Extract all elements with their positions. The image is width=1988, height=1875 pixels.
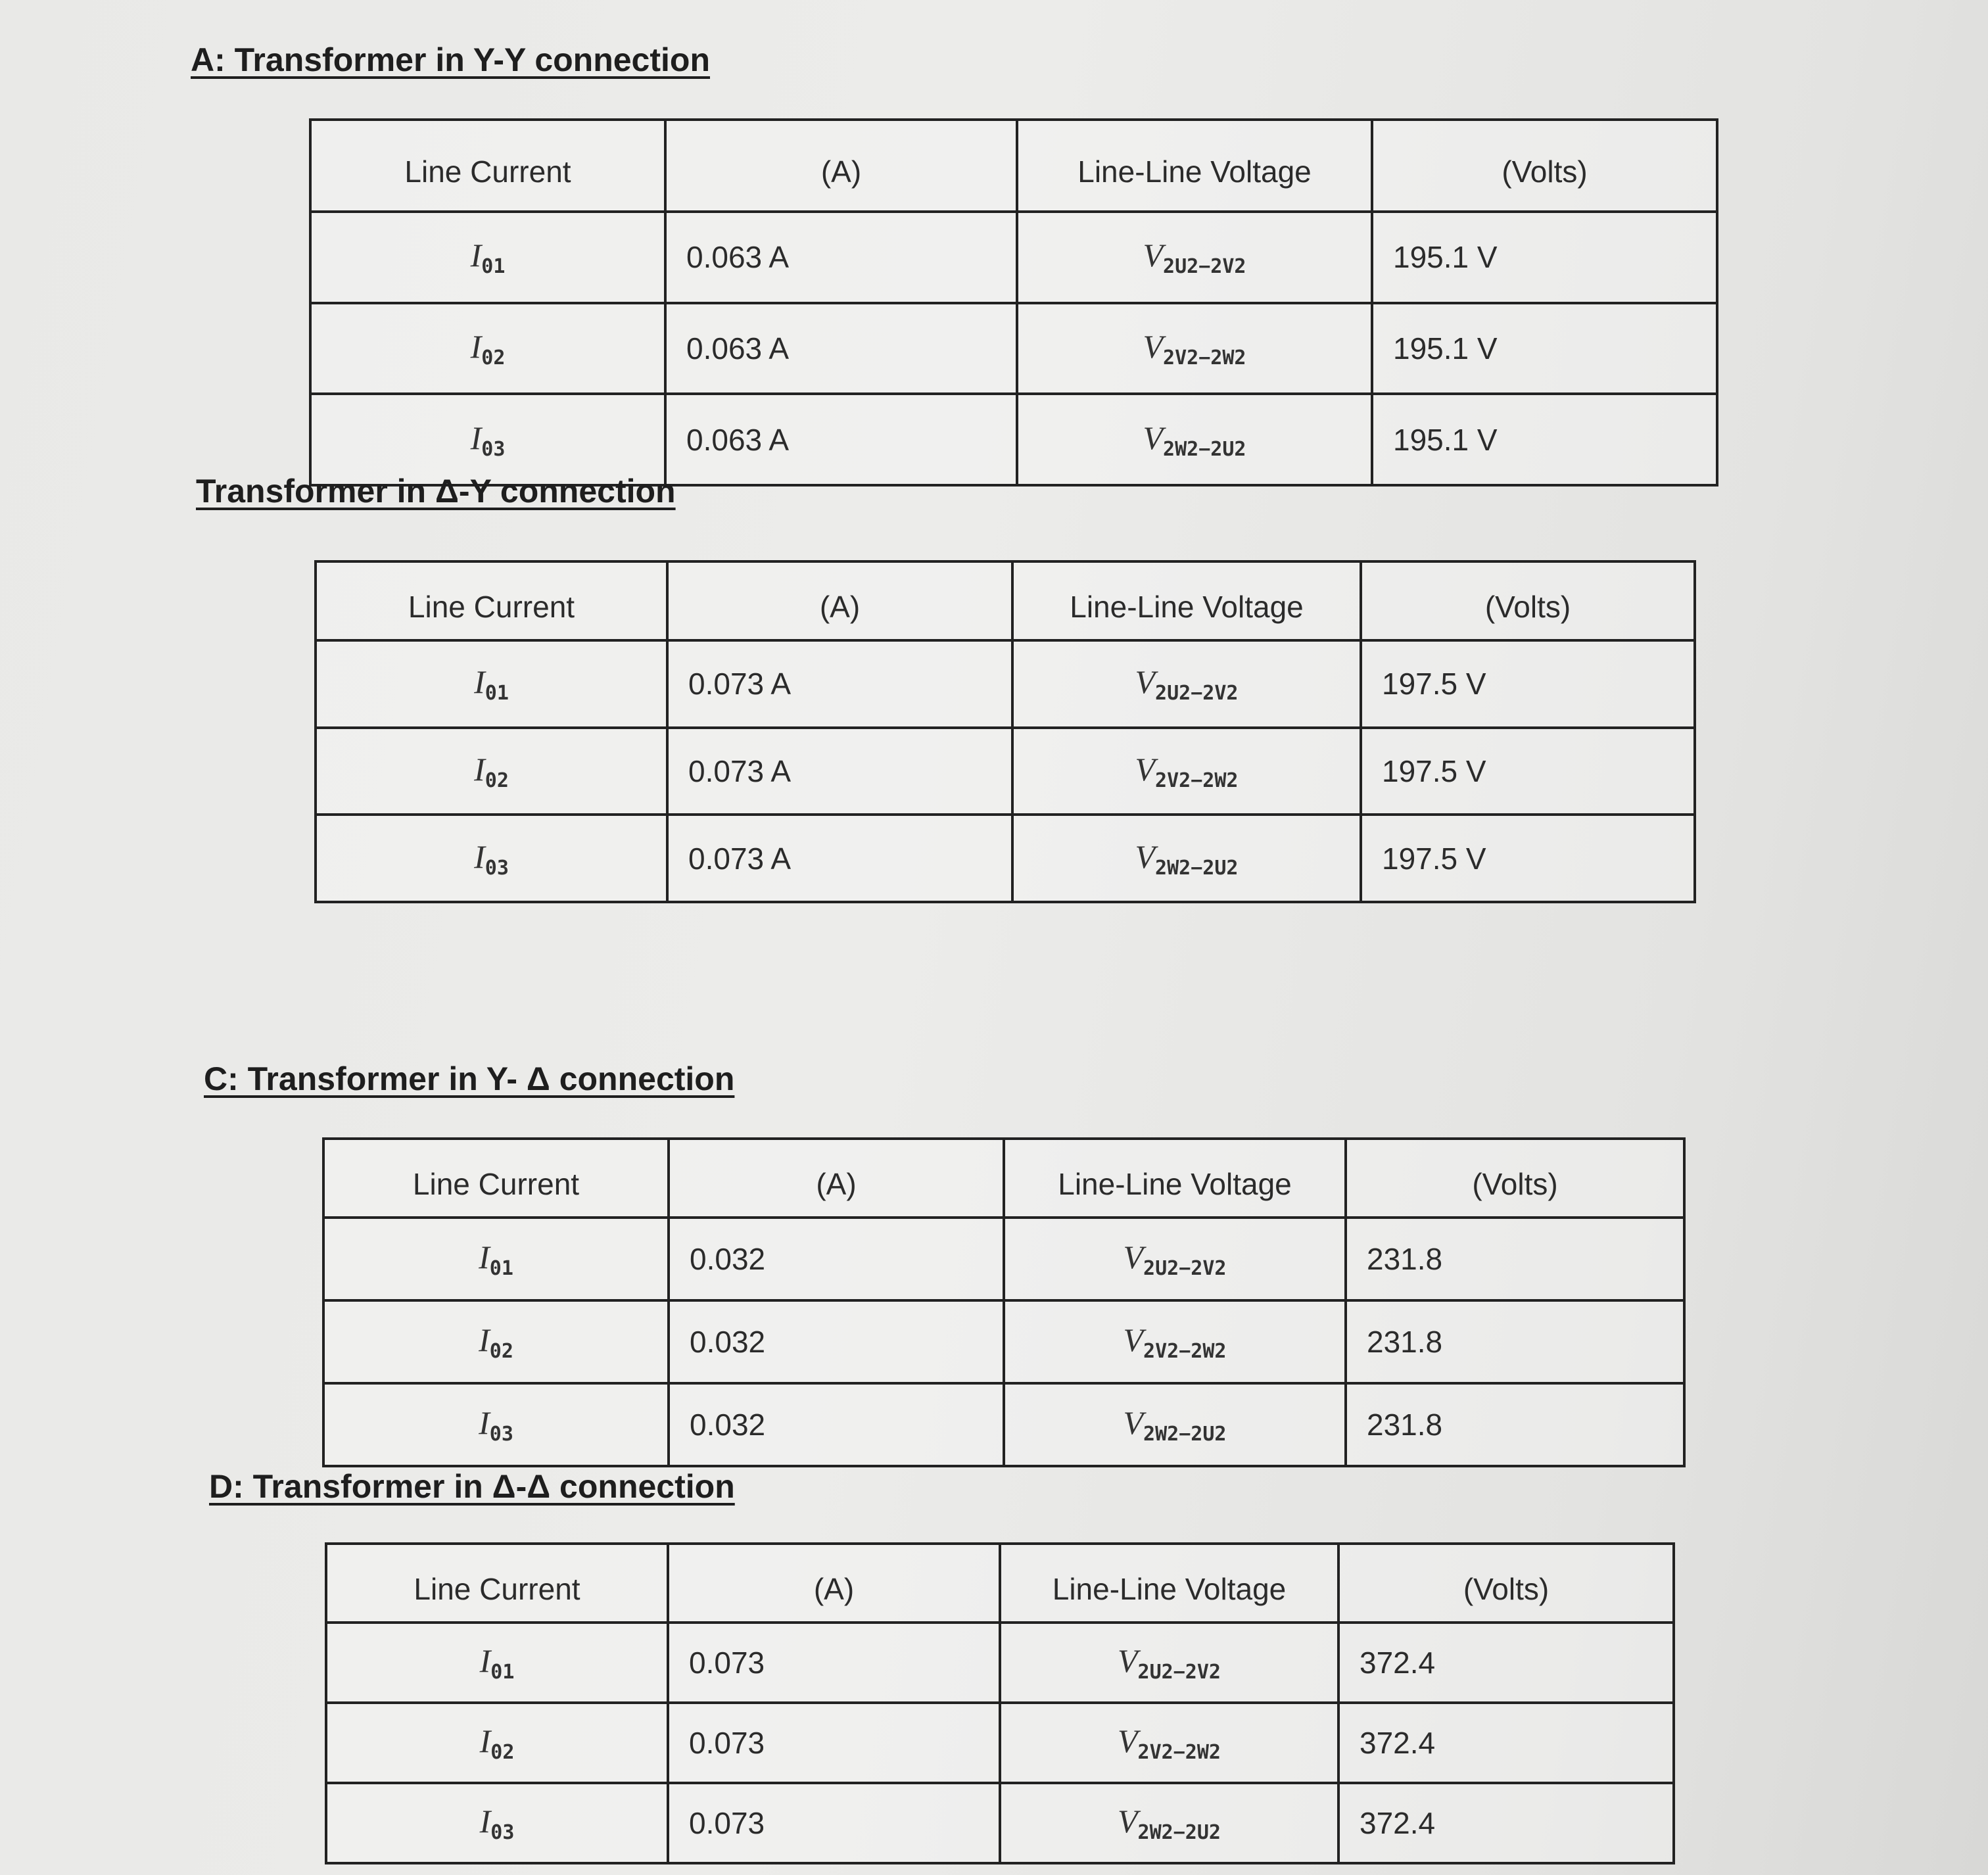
current-symbol: $I_{02}$	[479, 1722, 515, 1764]
voltage-symbol: $V_{2U2-2V2}$	[1118, 1642, 1221, 1684]
current-symbol: $I_{01}$	[479, 1642, 515, 1684]
voltage-symbol: $V_{2W2-2U2}$	[1123, 1404, 1227, 1446]
table-row	[316, 728, 1695, 815]
line-voltage-header: Line-Line Voltage	[1012, 561, 1361, 640]
table-header-row	[326, 1544, 1674, 1623]
table-header-row	[310, 120, 1717, 212]
current-symbol: $I_{03}$	[470, 419, 506, 461]
table-row	[323, 1218, 1684, 1300]
section-b-title: Transformer in Δ-Y connection	[196, 473, 676, 510]
voltage-value: 372.4	[1338, 1623, 1674, 1703]
current-value: 0.073	[668, 1783, 1000, 1863]
voltage-symbol: $V_{2U2-2V2}$	[1123, 1239, 1227, 1280]
section-a-title: A: Transformer in Y-Y connection	[191, 41, 710, 78]
voltage-value: 372.4	[1338, 1783, 1674, 1863]
voltage-value: 231.8	[1346, 1218, 1684, 1300]
voltage-value: 231.8	[1346, 1383, 1684, 1466]
voltage-symbol: $V_{2V2-2W2}$	[1118, 1722, 1221, 1764]
voltage-symbol: $V_{2V2-2W2}$	[1135, 750, 1239, 792]
line-current-header: Line Current	[316, 561, 667, 640]
current-value: 0.073	[668, 1623, 1000, 1703]
current-unit-header: (A)	[665, 120, 1017, 212]
current-value: 0.073 A	[667, 815, 1012, 902]
voltage-unit-header: (Volts)	[1346, 1139, 1684, 1218]
voltage-value: 231.8	[1346, 1300, 1684, 1383]
table-row	[323, 1383, 1684, 1466]
current-value: 0.032	[669, 1218, 1004, 1300]
current-symbol: $I_{03}$	[479, 1404, 513, 1446]
line-current-header: Line Current	[323, 1139, 669, 1218]
current-value: 0.073 A	[667, 640, 1012, 728]
voltage-unit-header: (Volts)	[1338, 1544, 1674, 1623]
current-value: 0.063 A	[665, 212, 1017, 303]
voltage-value: 197.5 V	[1361, 728, 1695, 815]
table-y-y	[309, 118, 1718, 487]
current-symbol: $I_{01}$	[479, 1239, 513, 1280]
voltage-symbol: $V_{2W2-2U2}$	[1118, 1803, 1221, 1844]
voltage-value: 195.1 V	[1372, 212, 1717, 303]
line-voltage-header: Line-Line Voltage	[1004, 1139, 1346, 1218]
current-unit-header: (A)	[668, 1544, 1000, 1623]
voltage-unit-header: (Volts)	[1372, 120, 1717, 212]
current-unit-header: (A)	[667, 561, 1012, 640]
voltage-unit-header: (Volts)	[1361, 561, 1695, 640]
current-symbol: $I_{01}$	[474, 663, 509, 705]
table-row	[316, 640, 1695, 728]
table-header-row	[316, 561, 1695, 640]
line-current-header: Line Current	[326, 1544, 668, 1623]
voltage-value: 372.4	[1338, 1703, 1674, 1783]
voltage-symbol: $V_{2V2-2W2}$	[1143, 327, 1246, 369]
current-symbol: $I_{02}$	[470, 327, 506, 369]
line-voltage-header: Line-Line Voltage	[1017, 120, 1372, 212]
current-value: 0.032	[669, 1300, 1004, 1383]
section-c-title: C: Transformer in Y- Δ connection	[204, 1060, 735, 1097]
current-value: 0.063 A	[665, 303, 1017, 394]
current-value: 0.073	[668, 1703, 1000, 1783]
table-row	[310, 212, 1717, 303]
current-symbol: $I_{02}$	[479, 1321, 513, 1363]
table-row	[326, 1623, 1674, 1703]
voltage-value: 197.5 V	[1361, 815, 1695, 902]
current-unit-header: (A)	[669, 1139, 1004, 1218]
voltage-symbol: $V_{2W2-2U2}$	[1143, 419, 1246, 461]
voltage-value: 197.5 V	[1361, 640, 1695, 728]
voltage-symbol: $V_{2W2-2U2}$	[1135, 838, 1239, 880]
table-y-delta	[322, 1137, 1686, 1467]
voltage-symbol: $V_{2U2-2V2}$	[1135, 663, 1239, 705]
table-row	[316, 815, 1695, 902]
section-d-title: D: Transformer in Δ-Δ connection	[209, 1468, 735, 1505]
table-delta-y	[314, 560, 1696, 903]
current-value: 0.032	[669, 1383, 1004, 1466]
current-symbol: $I_{03}$	[479, 1803, 515, 1844]
voltage-symbol: $V_{2V2-2W2}$	[1123, 1321, 1227, 1363]
table-row	[323, 1300, 1684, 1383]
table-row	[326, 1703, 1674, 1783]
table-row	[326, 1783, 1674, 1863]
current-symbol: $I_{02}$	[474, 750, 509, 792]
current-value: 0.073 A	[667, 728, 1012, 815]
table-header-row	[323, 1139, 1684, 1218]
table-row	[310, 303, 1717, 394]
voltage-value: 195.1 V	[1372, 303, 1717, 394]
current-symbol: $I_{01}$	[470, 237, 506, 279]
line-current-header: Line Current	[310, 120, 665, 212]
current-symbol: $I_{03}$	[474, 838, 509, 880]
voltage-symbol: $V_{2U2-2V2}$	[1143, 237, 1246, 279]
line-voltage-header: Line-Line Voltage	[1000, 1544, 1338, 1623]
current-value: 0.063 A	[665, 394, 1017, 485]
voltage-value: 195.1 V	[1372, 394, 1717, 485]
table-delta-delta	[325, 1542, 1675, 1864]
